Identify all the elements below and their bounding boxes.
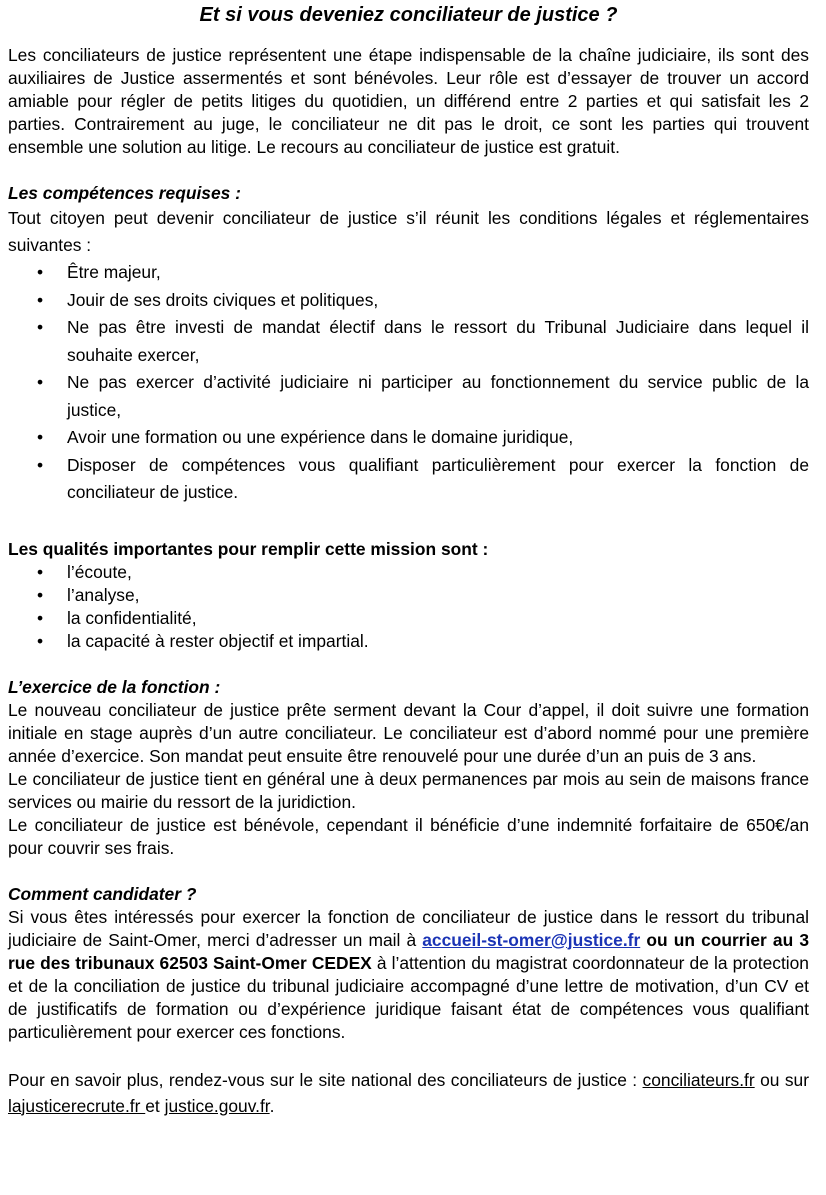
exercice-paragraph-1: Le nouveau conciliateur de justice prête serment devant la Cour d’appel, il doit suivre une formation initiale en stage auprès d’un autre conciliateur. Le conciliateur est d’abord nommé pour une première année d’exercice. Son mandat peut ensuite être renouvelé pour une durée d’un an puis de 3 ans. (8, 699, 809, 766)
competences-heading: Les compétences requises : (8, 183, 241, 203)
list-item: • l’analyse, (37, 584, 140, 605)
bullet-icon: • (37, 561, 44, 582)
bullet-icon: • (37, 317, 44, 337)
list-item: • la confidentialité, (37, 607, 197, 628)
justice-gouv-link[interactable]: justice.gouv.fr (164, 1095, 270, 1116)
bullet-icon: • (37, 289, 44, 310)
qualites-heading: Les qualités importantes pour remplir cette mission sont : (8, 538, 489, 559)
page-title: Et si vous deveniez conciliateur de justice ? (199, 4, 618, 26)
list-item: • Ne pas être investi de mandat électif dans le ressort du Tribunal Judiciaire dans lequel il souhaite exercer, (8, 314, 809, 369)
savoir-plus-paragraph: Pour en savoir plus, rendez-vous sur le site national des conciliateurs de justice : conciliateurs.fr ou sur lajusticerecrute.fr et justice.gouv.fr. (8, 1069, 810, 1116)
intro-paragraph: Les conciliateurs de justice représentent une étape indispensable de la chaîne judiciaire, ils sont des auxiliaires de Justice assermentés et sont bénévoles. Leur rôle est d’essayer de trouver un accord amiable pour régler de petits litiges du quotidien, un différend entre 2 parties et qui satisfait les 2 parties. Contrairement au juge, le conciliateur ne dit pas le droit, ce sont les parties qui trouvent ensemble une solution au litige. Le recours au conciliateur de justice est gratuit. (8, 45, 809, 157)
qualites-list (8, 561, 809, 653)
exercice-heading: L’exercice de la fonction : (8, 676, 221, 697)
list-item: • Avoir une formation ou une expérience dans le domaine juridique, (8, 424, 809, 452)
list-item: • Ne pas exercer d’activité judiciaire ni participer au fonctionnement du service public de la justice, (8, 369, 809, 424)
bullet-icon: • (37, 454, 44, 475)
bullet-icon: • (37, 607, 44, 628)
bullet-icon: • (37, 372, 44, 392)
candidater-heading: Comment candidater ? (8, 883, 197, 904)
list-item: • Être majeur, (8, 259, 809, 287)
list-item: • l’écoute, (37, 561, 132, 582)
exercice-paragraph-3: Le conciliateur de justice est bénévole, cependant il bénéficie d’une indemnité forfaitaire de 650€/an pour couvrir ses frais. (8, 814, 809, 858)
bullet-icon: • (37, 584, 44, 605)
candidater-paragraph: Si vous êtes intéressés pour exercer la fonction de conciliateur de justice dans le ressort du tribunal judiciaire de Saint-Omer, merci d’adresser un mail à accueil-st-omer@justice.fr ou un courrier au 3 rue des tribunaux 62503 Saint-Omer CEDEX à l’attention du magistrat coordonnateur de la protection et de la conciliation de justice du tribunal judiciaire accompagné d’une lettre de motivation, d’un CV et de justificatifs de formation ou d’expérience juridique faisant état de compétences vous qualifiant particulièrement pour exercer ces fonctions. (8, 906, 809, 1042)
list-item: • la capacité à rester objectif et impartial. (37, 630, 369, 651)
competences-list (8, 259, 809, 507)
list-item: • Jouir de ses droits civiques et politiques, (8, 287, 809, 315)
conciliateurs-link[interactable]: conciliateurs.fr (642, 1069, 755, 1090)
competences-intro: Tout citoyen peut devenir conciliateur de justice s’il réunit les conditions légales et réglementaires suivantes : (8, 208, 809, 255)
exercice-paragraph-2: Le conciliateur de justice tient en général une à deux permanences par mois au sein de maisons france services ou mairie du ressort de la juridiction. (8, 768, 809, 812)
bullet-icon: • (37, 427, 44, 447)
lajusticerecrute-link[interactable]: lajusticerecrute.fr (8, 1095, 146, 1116)
postal-address: ou un courrier au 3 rue des tribunaux 62503 Saint-Omer CEDEX (8, 929, 809, 973)
bullet-icon: • (37, 262, 44, 282)
bullet-icon: • (37, 630, 44, 651)
list-item: • Disposer de compétences vous qualifiant particulièrement pour exercer la fonction de conciliateur de justice. (8, 452, 809, 507)
email-link[interactable]: accueil-st-omer@justice.fr (422, 929, 641, 950)
